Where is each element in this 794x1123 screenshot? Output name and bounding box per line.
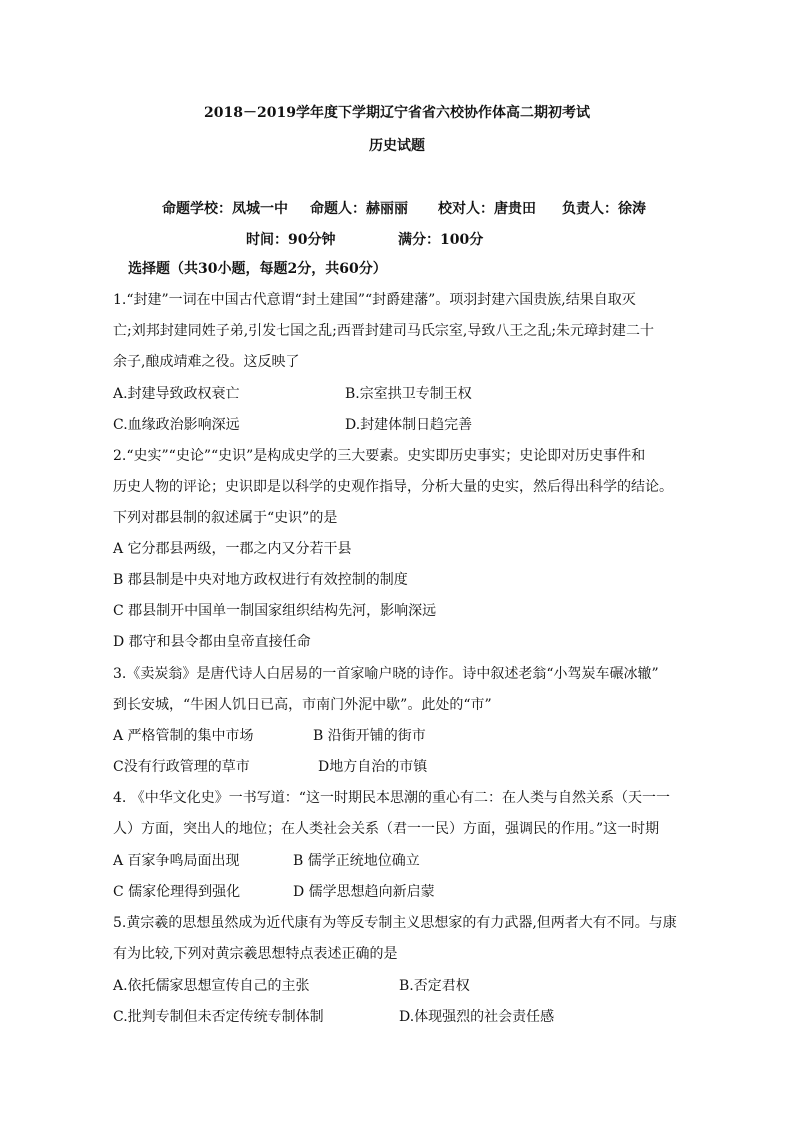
manager-label: 负责人：徐涛: [562, 201, 646, 217]
checker-label: 校对人：唐贵田: [438, 201, 536, 217]
question-1-line-1: 1.“封建”一词在中国古代意谓“封土建国”“封爵建藩”。项羽封建六国贵族,结果自取灭: [113, 292, 636, 308]
question-2-line-2: 历史人物的评论；史识即是以科学的史观作指导，分析大量的史实，然后得出科学的结论。: [113, 479, 673, 495]
question-2-line-1: 2.“史实”“史论”“史识”是构成史学的三大要素。史实即历史事实；史论即对历史事件和: [113, 448, 646, 464]
question-4-option-a: A 百家争鸣局面出现: [113, 853, 240, 869]
question-5-option-d: D.体现强烈的社会责任感: [399, 1009, 555, 1025]
question-5-line-1: 5.黄宗羲的思想虽然成为近代康有为等反专制主义思想家的有力武器,但两者大有不同。与康: [113, 915, 677, 931]
question-1-option-c: C.血缘政治影响深远: [113, 417, 240, 433]
question-4-option-b: B 儒学正统地位确立: [293, 853, 420, 869]
question-3-option-a: A 严格管制的集中市场: [113, 728, 254, 744]
question-2-line-3: 下列对郡县制的叙述属于“史识”的是: [113, 510, 338, 526]
question-1-option-a: A.封建导致政权衰亡: [113, 386, 240, 402]
question-4-line-1: 4. 《中华文化史》一书写道：“这一时期民本思潮的重心有二：在人类与自然关系（天一一: [113, 790, 670, 806]
question-3-line-2: 到长安城，“牛困人饥日已高，市南门外泥中歇”。此处的“市”: [113, 697, 492, 713]
score-label: 满分：100分: [398, 232, 484, 248]
time-label: 时间：90分钟: [246, 232, 336, 248]
question-1-line-2: 亡;刘邦封建同姓子弟,引发七国之乱;西晋封建司马氏宗室,导致八王之乱;朱元璋封建二十: [113, 323, 655, 339]
school-label: 命题学校：凤城一中: [162, 201, 288, 217]
question-2-option-b: B 郡县制是中央对地方政权进行有效控制的制度: [113, 572, 408, 588]
question-3-option-d: D地方自治的市镇: [318, 759, 428, 775]
question-3-line-1: 3.《卖炭翁》是唐代诗人白居易的一首家喻户晓的诗作。诗中叙述老翁“小驾炭车碾冰辙”: [113, 666, 659, 682]
question-4-line-2: 人）方面，突出人的地位；在人类社会关系（君一一民）方面，强调民的作用。”这一时期: [113, 821, 660, 837]
question-3-option-c: C没有行政管理的草市: [113, 759, 250, 775]
question-1-line-3: 余子,酿成靖难之役。这反映了: [113, 354, 300, 370]
question-5-option-a: A.依托儒家思想宣传自己的主张: [113, 978, 310, 994]
question-1-option-d: D.封建体制日趋完善: [345, 417, 473, 433]
question-5-line-2: 有为比较,下列对黄宗羲思想特点表述正确的是: [113, 946, 398, 962]
question-2-option-c: C 郡县制开中国单一制国家组织结构先河，影响深远: [113, 603, 437, 619]
question-1-option-b: B.宗室拱卫专制王权: [345, 386, 472, 402]
question-2-option-d: D 郡守和县令都由皇帝直接任命: [113, 634, 311, 650]
author-label: 命题人：赫丽丽: [310, 201, 408, 217]
section-heading: 选择题（共30小题，每题2分，共60分）: [128, 261, 387, 277]
subject-title: 历史试题: [369, 138, 425, 154]
question-5-option-b: B.否定君权: [399, 978, 470, 994]
question-2-option-a: A 它分郡县两级，一郡之内又分若干县: [113, 541, 352, 557]
exam-title: 2018－2019学年度下学期辽宁省省六校协作体高二期初考试: [204, 105, 590, 121]
question-4-option-c: C 儒家伦理得到强化: [113, 884, 241, 900]
question-4-option-d: D 儒学思想趋向新启蒙: [293, 884, 435, 900]
question-5-option-c: C.批判专制但未否定传统专制体制: [113, 1009, 324, 1025]
question-3-option-b: B 沿街开铺的街市: [313, 728, 426, 744]
